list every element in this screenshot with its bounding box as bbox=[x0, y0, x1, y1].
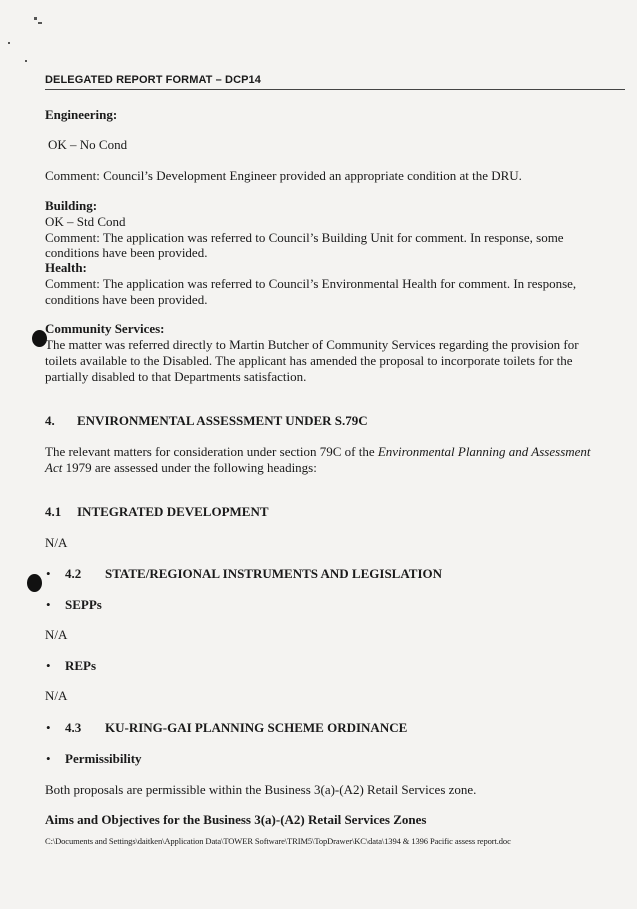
section-4-3-number: 4.3 bbox=[65, 720, 82, 735]
permissibility-bullet: • bbox=[46, 751, 51, 766]
section-4-intro-line1 bbox=[45, 444, 591, 460]
reps-title: REPs bbox=[65, 658, 97, 673]
scan-speck bbox=[38, 22, 42, 24]
section-4-intro-part1: The relevant matters for consideration under section 79C of the bbox=[45, 444, 378, 459]
community-line2: toilets available to the Disabled. The applicant has amended the proposal to incorporate toilets for the bbox=[45, 353, 573, 368]
footer-file-path: C:\Documents and Settings\daitken\Application Data\TOWER Software\TRIM5\TopDrawer\KC\data\1394 & 1396 Pacific assess report.doc bbox=[45, 836, 511, 846]
section-4-2-bullet: • bbox=[46, 566, 51, 581]
sepps-bullet: • bbox=[46, 597, 51, 612]
aims-heading: Aims and Objectives for the Business 3(a)-(A2) Retail Services Zones bbox=[45, 812, 427, 827]
scan-speck bbox=[25, 60, 27, 62]
health-comment-line2: conditions have been provided. bbox=[45, 292, 208, 307]
section-4-number: 4. bbox=[45, 413, 55, 428]
section-4-3-bullet: • bbox=[46, 720, 51, 735]
section-4-intro-italic1: Environmental Planning and Assessment bbox=[377, 444, 591, 459]
section-4-intro-part2: 1979 are assessed under the following headings: bbox=[62, 460, 317, 475]
section-4-title: ENVIRONMENTAL ASSESSMENT UNDER S.79C bbox=[77, 413, 368, 428]
permissibility-text: Both proposals are permissible within the Business 3(a)-(A2) Retail Services zone. bbox=[45, 782, 477, 797]
engineering-heading: Engineering: bbox=[45, 107, 118, 122]
header-rule bbox=[45, 89, 625, 90]
health-comment-line1: Comment: The application was referred to Council’s Environmental Health for comment. In response, bbox=[45, 276, 577, 291]
section-4-1-title: INTEGRATED DEVELOPMENT bbox=[77, 504, 269, 519]
sepps-title: SEPPs bbox=[65, 597, 102, 612]
building-heading: Building: bbox=[45, 198, 98, 213]
section-4-intro-line2 bbox=[45, 460, 317, 476]
section-4-2-number: 4.2 bbox=[65, 566, 82, 581]
section-4-2-title: STATE/REGIONAL INSTRUMENTS AND LEGISLATION bbox=[105, 566, 443, 581]
reps-value: N/A bbox=[45, 688, 68, 703]
section-4-1-value: N/A bbox=[45, 535, 68, 550]
section-4-1-number: 4.1 bbox=[45, 504, 62, 519]
document-header: DELEGATED REPORT FORMAT – DCP14 bbox=[45, 74, 261, 86]
building-status: OK – Std Cond bbox=[45, 214, 126, 229]
health-heading: Health: bbox=[45, 260, 87, 275]
reps-bullet: • bbox=[46, 658, 51, 673]
community-heading: Community Services: bbox=[45, 321, 165, 336]
section-4-3-title: KU-RING-GAI PLANNING SCHEME ORDINANCE bbox=[105, 720, 408, 735]
community-line3: partially disabled to that Departments satisfaction. bbox=[45, 369, 307, 384]
scan-speck bbox=[34, 17, 37, 20]
building-comment-line2: conditions have been provided. bbox=[45, 245, 208, 260]
building-comment-line1: Comment: The application was referred to Council’s Building Unit for comment. In response, some bbox=[45, 230, 564, 245]
sepps-value: N/A bbox=[45, 627, 68, 642]
engineering-status: OK – No Cond bbox=[48, 137, 128, 152]
community-line1: The matter was referred directly to Martin Butcher of Community Services regarding the provision for bbox=[45, 337, 579, 352]
permissibility-title: Permissibility bbox=[65, 751, 142, 766]
punch-hole-mark bbox=[27, 574, 42, 592]
section-4-intro-italic2: Act bbox=[45, 460, 63, 475]
scan-speck bbox=[8, 42, 10, 44]
engineering-comment: Comment: Council’s Development Engineer provided an appropriate condition at the DRU. bbox=[45, 168, 522, 183]
